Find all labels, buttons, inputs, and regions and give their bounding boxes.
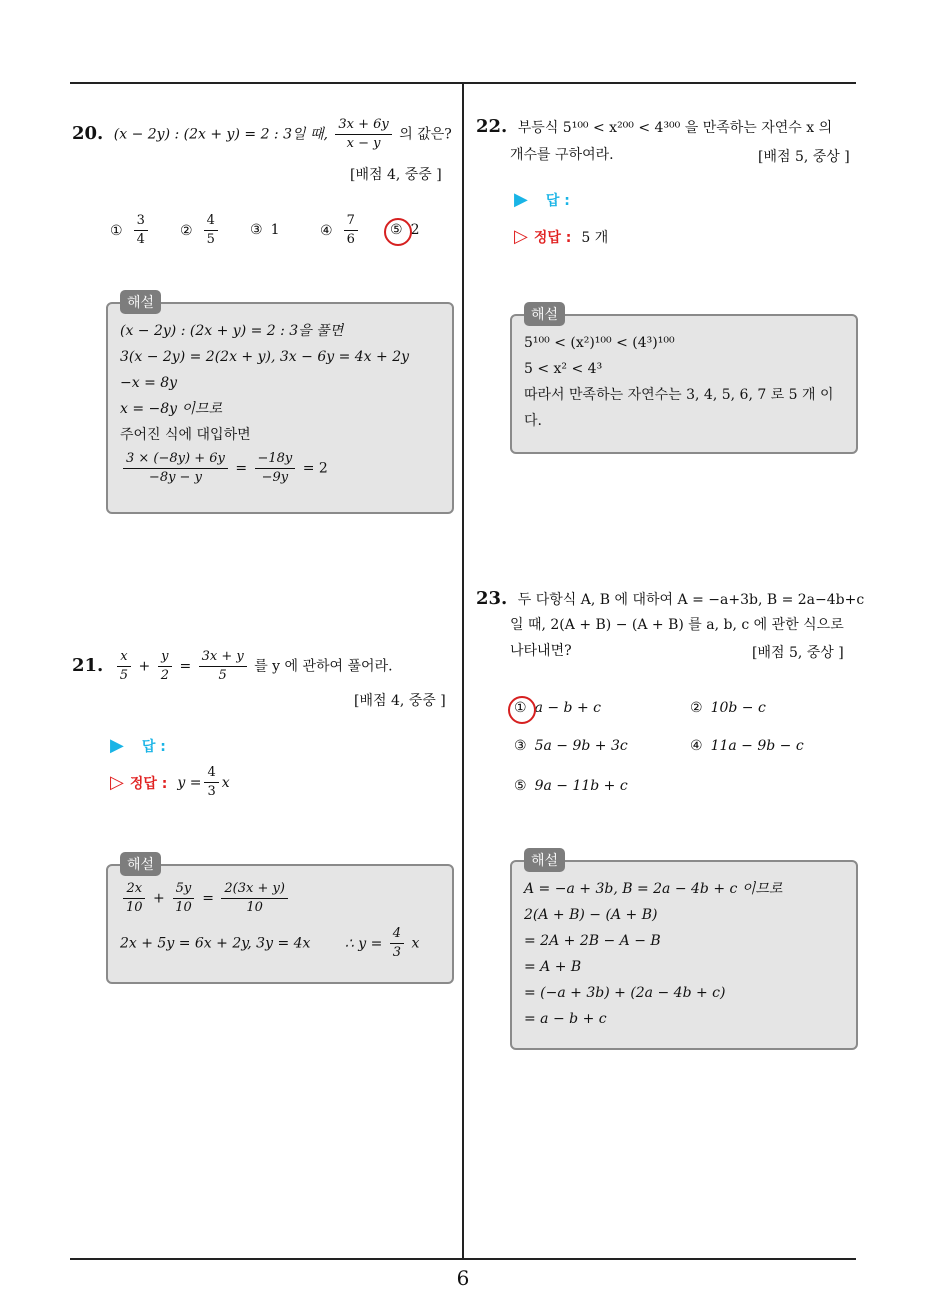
selected-circle xyxy=(508,696,536,724)
q21-score: [배점 4, 중중 ] xyxy=(354,693,446,709)
q23-choice-3[interactable]: ③ 5a − 9b + 3c xyxy=(514,738,628,754)
play-arrow-icon: ▶ xyxy=(110,735,124,756)
q23-line1: 두 다항식 A, B 에 대하여 A = −a+3b, B = 2a−4b+c xyxy=(517,592,865,608)
q23-number: 23. xyxy=(476,588,508,609)
q22-solution-tag: 해설 xyxy=(524,302,565,326)
selected-circle xyxy=(384,218,412,246)
q22-score: [배점 5, 중상 ] xyxy=(758,149,850,165)
q20-choice-2[interactable]: ② $\frac{4}{5}$ xyxy=(180,212,221,249)
q23-line2: 일 때, 2(A + B) − (A + B) 를 a, b, c 에 관한 식으로 xyxy=(510,617,844,633)
q21-answer-label: ▶ 답 : xyxy=(110,735,166,756)
q23-choice-1[interactable]: ① a − b + c xyxy=(514,700,601,716)
q22-line1: 부등식 5¹⁰⁰ < x²⁰⁰ < 4³⁰⁰ 을 만족하는 자연수 x 의 xyxy=(517,120,833,136)
q21-solution-box: $\frac{2x}{10}$ + $\frac{5y}{10}$ = $\frac{2(3x + y)}{10}$ 2x + 5y = 6x + 2y, 3y = 4x ∴ y = $\frac{4}{3}$ x xyxy=(106,864,454,984)
q20-solution-tag: 해설 xyxy=(120,290,161,314)
play-arrow-icon: ▶ xyxy=(514,189,528,210)
q22-answer-label: ▶ 답 : xyxy=(514,189,570,210)
column-divider xyxy=(462,84,464,1258)
triangle-outline-icon: ▷ xyxy=(110,772,124,793)
q23-stem xyxy=(476,586,864,613)
q23-line3: 나타내면? xyxy=(510,643,572,659)
q20-choice-4[interactable]: ④ $\frac{7}{6}$ xyxy=(320,212,361,249)
q20-stem xyxy=(72,116,452,153)
q20-choice-1[interactable]: ① $\frac{3}{4}$ xyxy=(110,212,151,249)
q22-stem xyxy=(476,114,832,141)
q21-solution-tag: 해설 xyxy=(120,852,161,876)
q20-text-a: (x − 2y) : (2x + y) = 2 : 3일 때, xyxy=(113,126,328,143)
q23-choice-4[interactable]: ④ 11a − 9b − c xyxy=(690,738,804,754)
q20-text-b: 의 값은? xyxy=(399,126,452,143)
triangle-outline-icon: ▷ xyxy=(514,226,528,247)
q21-number: 21. xyxy=(72,654,104,676)
q23-solution-tag: 해설 xyxy=(524,848,565,872)
q20-solution-box: (x − 2y) : (2x + y) = 2 : 3을 풀면 3(x − 2y) = 2(2x + y), 3x − 6y = 4x + 2y −x = 8y x = −8y 이므로 주어진 식에 대입하면 $\frac{3 \times (-8y) + 6y}{-8y - y}$ = $\frac{-18y}{-9y}$ = 2 xyxy=(106,302,454,514)
page-number: 6 xyxy=(456,1266,470,1290)
q20-fraction: $\frac{3x + 6y}{x - y}$ xyxy=(335,116,391,153)
q23-score: [배점 5, 중상 ] xyxy=(752,645,844,661)
q20-choice-5[interactable]: ⑤ 2 xyxy=(390,222,419,238)
q23-solution-box: A = −a + 3b, B = 2a − 4b + c 이므로 2(A + B) − (A + B) = 2A + 2B − A − B = A + B = (−a + 3b) + (2a − 4b + c) = a − b + c xyxy=(510,860,858,1050)
q22-number: 22. xyxy=(476,116,508,137)
q22-line2: 개수를 구하여라. xyxy=(510,147,614,163)
q22-solution-box: 5¹⁰⁰ < (x²)¹⁰⁰ < (4³)¹⁰⁰ 5 < x² < 4³ 따라서 만족하는 자연수는 3, 4, 5, 6, 7 로 5 개 이 다. xyxy=(510,314,858,454)
q22-correct-answer: ▷ 정답 : 5 개 xyxy=(514,226,609,247)
q21-stem: 21. $\frac{x}{5}$ + $\frac{y}{2}$ = $\frac{3x + y}{5}$ 를 y 에 관하여 풀어라. xyxy=(72,649,393,683)
q21-text: 를 y 에 관하여 풀어라. xyxy=(254,658,393,675)
q21-correct-answer: ▷ 정답 : y = $\frac{4}{3}$ x xyxy=(110,765,230,799)
q20-choice-3[interactable]: ③ 1 xyxy=(250,222,280,238)
q20-number: 20. xyxy=(72,122,104,144)
q23-choice-2[interactable]: ② 10b − c xyxy=(690,700,766,716)
q23-choice-5[interactable]: ⑤ 9a − 11b + c xyxy=(514,778,628,794)
q20-score: [배점 4, 중중 ] xyxy=(350,167,442,183)
bottom-rule xyxy=(70,1258,856,1260)
